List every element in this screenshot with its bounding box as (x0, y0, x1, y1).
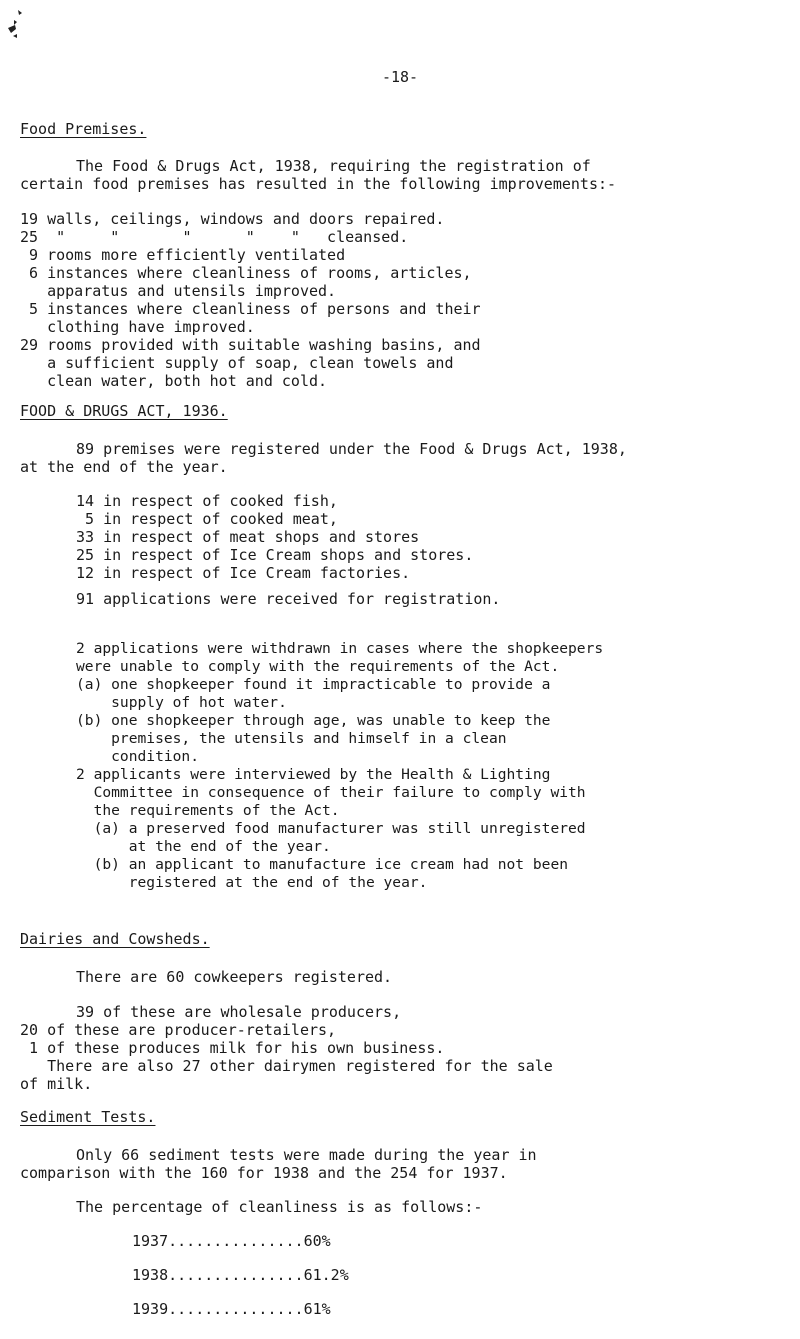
scan-marks (6, 6, 36, 59)
list-item: 25 " " " " " cleansed. (20, 228, 409, 246)
food-premises-intro-text: The Food & Drugs Act, 1938, requiring the registration of certain food premises has resulted in the following improvements:- (20, 157, 617, 193)
list-item: 19 walls, ceilings, windows and doors repaired. (20, 210, 445, 228)
page-number: -18- (381, 68, 419, 86)
row-leader: ............... (168, 1232, 304, 1250)
section-heading-food-premises: Food Premises. (20, 120, 147, 138)
list-item: 29 rooms provided with suitable washing basins, and a sufficient supply of soap, clean towels and clean water, both hot and cold. (20, 336, 481, 390)
corner-mark-icon (6, 6, 36, 56)
percentage-intro: The percentage of cleanliness is as follows:- (76, 1198, 483, 1216)
section-heading-dairies: Dairies and Cowsheds. (20, 930, 210, 948)
sediment-intro (20, 1146, 537, 1182)
dairies-intro: There are 60 cowkeepers registered. (76, 968, 393, 986)
dairies-breakdown-text: 39 of these are wholesale producers, 20 of these are producer-retailers, 1 of these produces milk for his own business. There are also 27 other dairymen registered for the sale of milk. (20, 1003, 553, 1093)
list-item: 6 instances where cleanliness of rooms, articles, apparatus and utensils improved. (29, 264, 472, 300)
row-value: 61.2% (303, 1266, 349, 1284)
applications-withdrawn: 2 applications were withdrawn in cases where the shopkeepers were unable to comply with the requirements of the Act. (a) one shopkeeper found it impracticable to provide a supply of hot water. (b) one shopkeeper through age, was unable to keep the premises, the utensils and himself in a clean condition. 2 applicants were interviewed by the Health & Lighting Committee in consequence of their failure to comply with the requirements of the Act. (a) a preserved food manufacturer was still unregistered at the end of the year. (b) an applicant to manufacture ice cream had not been registered at the end of the year. (76, 640, 604, 891)
dairies-breakdown (20, 1003, 553, 1093)
table-row (132, 1300, 331, 1318)
row-year: 1937 (132, 1232, 169, 1250)
list-item: 33 in respect of meat shops and stores (76, 528, 420, 546)
table-row (132, 1232, 331, 1250)
food-premises-intro (20, 157, 616, 193)
list-item: 25 in respect of Ice Cream shops and stores. (76, 546, 474, 564)
food-premises-item-list (20, 210, 481, 390)
food-drugs-act-intro (20, 440, 627, 476)
section-heading-sediment-tests: Sediment Tests. (20, 1108, 156, 1126)
row-year: 1939 (132, 1300, 169, 1318)
list-item: 14 in respect of cooked fish, (76, 492, 338, 510)
row-value: 60% (303, 1232, 331, 1250)
row-year: 1938 (132, 1266, 169, 1284)
row-leader: ............... (168, 1300, 304, 1318)
row-leader: ............... (168, 1266, 304, 1284)
row-value: 61% (303, 1300, 331, 1318)
sediment-intro-text: Only 66 sediment tests were made during the year in comparison with the 160 for 1938 and the 254 for 1937. (20, 1146, 537, 1182)
food-drugs-act-intro-text: 89 premises were registered under the Food & Drugs Act, 1938, at the end of the year. (20, 440, 627, 476)
section-heading-food-drugs-act: FOOD & DRUGS ACT, 1936. (20, 402, 228, 420)
list-item: 5 instances where cleanliness of persons and their clothing have improved. (29, 300, 481, 336)
cleanliness-table (132, 1232, 349, 1322)
table-row (132, 1266, 349, 1284)
list-item: 9 rooms more efficiently ventilated (20, 246, 346, 264)
applications-received: 91 applications were received for registration. (76, 590, 501, 608)
list-item: 5 in respect of cooked meat, (76, 510, 338, 528)
list-item: 12 in respect of Ice Cream factories. (76, 564, 411, 582)
